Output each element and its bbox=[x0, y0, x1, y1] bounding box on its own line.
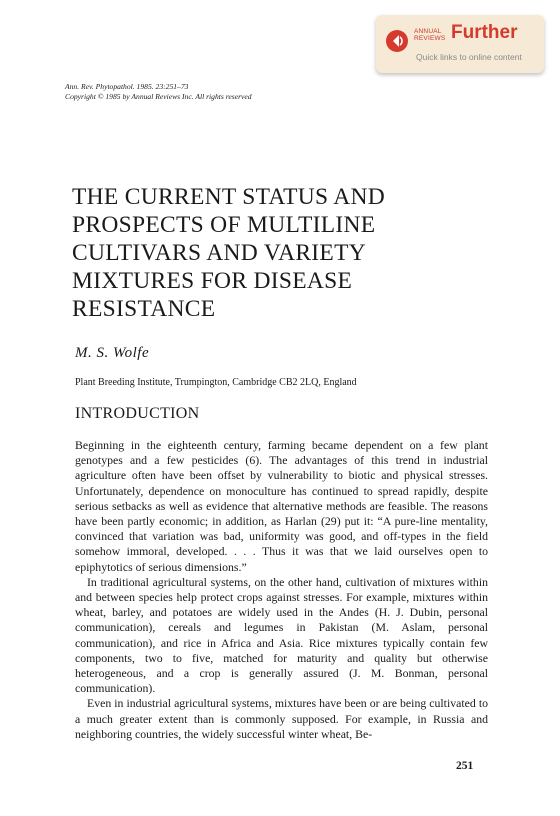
journal-citation bbox=[65, 82, 252, 102]
copyright-line: Copyright © 1985 by Annual Reviews Inc. All rights reserved bbox=[65, 92, 252, 101]
paragraph: Beginning in the eighteenth century, farming became dependent on a few plant genotypes and a few pesticides (6). The advantages of this trend in industrial agriculture often have been offset by vulnerability to biotic and physical stresses. Unfortunately, dependence on monoculture has continued to spread rapidly, despite serious setbacks as well as evidence that alternative methods are feasible. The reasons have been partly economic; in addition, as Harlan (29) put it: “A pure-line mentality, convinced that variation was bad, uniformity was good, and off-types in the field somehow immoral, developed. . . . Thus it was that we laid ourselves open to epiphytotics of serious dimensions.” bbox=[75, 438, 488, 574]
paragraph: Even in industrial agricultural systems, mixtures have been or are being cultivated to a much greater extent than is commonly supposed. For example, in Russia and neighboring countries, the widely successful winter wheat, Be- bbox=[75, 696, 488, 741]
article-body bbox=[75, 438, 488, 742]
paragraph: In traditional agricultural systems, on the other hand, cultivation of mixtures within and between species help protect crops against stresses. For example, mixtures within wheat, barley, and potatoes are widely used in the Andes (H. J. Dubin, personal communication), cereals and legumes in Pakistan (M. Aslam, personal communication), and rice in Africa and Asia. Rice mixtures typically contain few components, two to five, matched for maturity and quality but otherwise heterogeneous, and a crop is generally assured (J. M. Bonman, personal communication). bbox=[75, 574, 488, 696]
page-number: 251 bbox=[456, 760, 474, 772]
further-wordmark: Further bbox=[451, 22, 518, 43]
annual-reviews-further-banner[interactable] bbox=[376, 15, 544, 73]
annual-reviews-wordmark bbox=[414, 28, 445, 42]
annual-reviews-logo-icon bbox=[386, 30, 408, 52]
brand-annual: ANNUAL bbox=[414, 28, 442, 35]
citation-line: Ann. Rev. Phytopathol. 1985. 23:251–73 bbox=[65, 82, 189, 91]
brand-reviews: REVIEWS bbox=[414, 35, 446, 42]
author-name: M. S. Wolfe bbox=[75, 345, 150, 361]
section-heading-introduction: INTRODUCTION bbox=[75, 405, 200, 422]
banner-tagline: Quick links to online content bbox=[416, 52, 522, 62]
author-affiliation: Plant Breeding Institute, Trumpington, Cambridge CB2 2LQ, England bbox=[75, 377, 357, 388]
article-title: THE CURRENT STATUS AND PROSPECTS OF MULTILINE CULTIVARS AND VARIETY MIXTURES FOR DISEASE RESISTANCE bbox=[72, 184, 386, 322]
